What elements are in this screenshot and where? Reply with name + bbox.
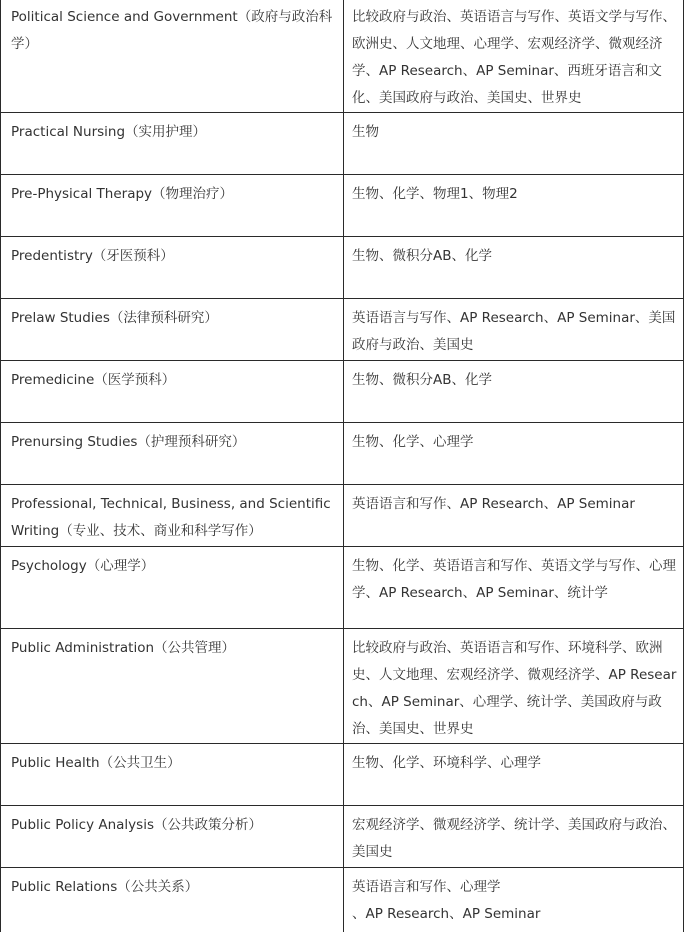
courses-cell: 生物、化学、物理1、物理2 <box>344 175 684 237</box>
courses-cell: 生物、化学、环境科学、心理学 <box>344 744 684 806</box>
courses-line: 、AP Research、AP Seminar <box>352 906 541 922</box>
major-cell: Public Policy Analysis（公共政策分析） <box>1 806 344 868</box>
table-row <box>1 299 684 361</box>
major-cell: Political Science and Government（政府与政治科学） <box>1 0 344 113</box>
major-cell: Practical Nursing（实用护理） <box>1 113 344 175</box>
courses-cell: 生物、化学、心理学 <box>344 423 684 485</box>
major-cell: Predentistry（牙医预科） <box>1 237 344 299</box>
table-row <box>1 237 684 299</box>
major-cell: Pre-Physical Therapy（物理治疗） <box>1 175 344 237</box>
major-cell: Prelaw Studies（法律预科研究） <box>1 299 344 361</box>
table-row <box>1 175 684 237</box>
major-cell: Public Administration（公共管理） <box>1 629 344 744</box>
major-cell: Premedicine（医学预科） <box>1 361 344 423</box>
courses-cell: 生物、化学、英语语言和写作、英语文学与写作、心理学、AP Research、AP Seminar、统计学 <box>344 547 684 629</box>
table-row <box>1 547 684 629</box>
major-cell: Professional, Technical, Business, and Scientific Writing（专业、技术、商业和科学写作） <box>1 485 344 547</box>
table-row <box>1 806 684 868</box>
major-cell: Public Health（公共卫生） <box>1 744 344 806</box>
table-row <box>1 868 684 932</box>
courses-cell: 生物、微积分AB、化学 <box>344 237 684 299</box>
table-row <box>1 485 684 547</box>
major-cell: Psychology（心理学） <box>1 547 344 629</box>
table-row <box>1 0 684 113</box>
major-cell: Prenursing Studies（护理预科研究） <box>1 423 344 485</box>
courses-cell: 生物、微积分AB、化学 <box>344 361 684 423</box>
table-row <box>1 361 684 423</box>
courses-cell: 比较政府与政治、英语语言和写作、环境科学、欧洲史、人文地理、宏观经济学、微观经济学、AP Research、AP Seminar、心理学、统计学、美国政府与政治、美国史、世界史 <box>344 629 684 744</box>
table-row <box>1 744 684 806</box>
major-cell: Public Relations（公共关系） <box>1 868 344 932</box>
table-row <box>1 113 684 175</box>
courses-cell: 比较政府与政治、英语语言与写作、英语文学与写作、欧洲史、人文地理、心理学、宏观经济学、微观经济学、AP Research、AP Seminar、西班牙语言和文化、美国政府与政治、美国史、世界史 <box>344 0 684 113</box>
courses-cell: 宏观经济学、微观经济学、统计学、美国政府与政治、美国史 <box>344 806 684 868</box>
courses-cell: 生物 <box>344 113 684 175</box>
table-row <box>1 629 684 744</box>
courses-cell <box>344 868 684 932</box>
courses-cell: 英语语言与写作、AP Research、AP Seminar、美国政府与政治、美国史 <box>344 299 684 361</box>
courses-line: 英语语言和写作、心理学 <box>352 879 501 895</box>
courses-cell: 英语语言和写作、AP Research、AP Seminar <box>344 485 684 547</box>
table-row <box>1 423 684 485</box>
